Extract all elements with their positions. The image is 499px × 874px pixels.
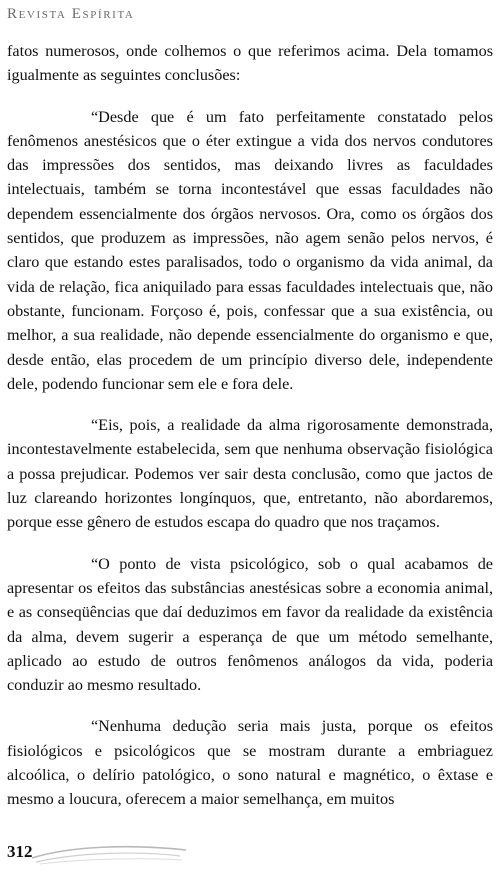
running-head: Revista Espírita (7, 6, 135, 22)
paragraph-quote-3: “O ponto de vista psicológico, sob o qual acabamos de apresentar os efeitos das substâncias anestésicas sobre a economia animal, e as conseqüências que daí deduzimos em favor da realidade da existência da alma, devem sugerir a esperança de que um método semelhante, aplicado ao estudo de outros fenômenos análogos da vida, poderia conduzir ao mesmo resultado. (7, 554, 493, 695)
paragraph-quote-2: “Eis, pois, a realidade da alma rigorosamente demonstrada, incontestavelmente estabelecida, sem que nenhuma observação fisiológica a possa prejudicar. Podemos ver sair desta conclusão, como que jactos de luz clareando horizontes longínquos, que, entretanto, não abordaremos, porque esse gênero de estudos escapa do quadro que nos traçamos. (7, 416, 493, 532)
paragraph-continuation: fatos numerosos, onde colhemos o que referimos acima. Dela tomamos igualmente as seguintes conclusões: (7, 42, 493, 85)
paragraph-quote-1: “Desde que é um fato perfeitamente constatado pelos fenômenos anestésicos que o éter extingue a vida dos nervos condutores das impressões dos sentidos, mas deixando livres as faculdades intelectuais, também se torna incontestável que essas faculdades não dependem essencialmente dos órgãos nervosos. Ora, como os órgãos dos sentidos, que produzem as impressões, não agem senão pelos nervos, é claro que estando estes paralisados, todo o organismo da vida animal, da vida de relação, fica aniquilado para essas faculdades intelectuais que, não obstante, funcionam. Forçoso é, pois, confessar que a sua existência, ou melhor, a sua realidade, não depende essencialmente do organismo e que, desde então, elas procedem de um princípio diverso dele, independente dele, podendo funcionar sem ele e fora dele. (7, 107, 493, 393)
body-text (7, 39, 493, 812)
decorative-swoosh-icon (30, 836, 190, 866)
page-footer (0, 836, 499, 874)
paragraph-quote-4: “Nenhuma dedução seria mais justa, porque os efeitos fisiológicos e psicológicos que se mostram durante a embriaguez alcoólica, o delírio patológico, o sono natural e magnético, o êxtase e mesmo a loucura, oferecem a maior semelhança, em muitos (7, 717, 493, 809)
page-number: 312 (7, 842, 33, 861)
